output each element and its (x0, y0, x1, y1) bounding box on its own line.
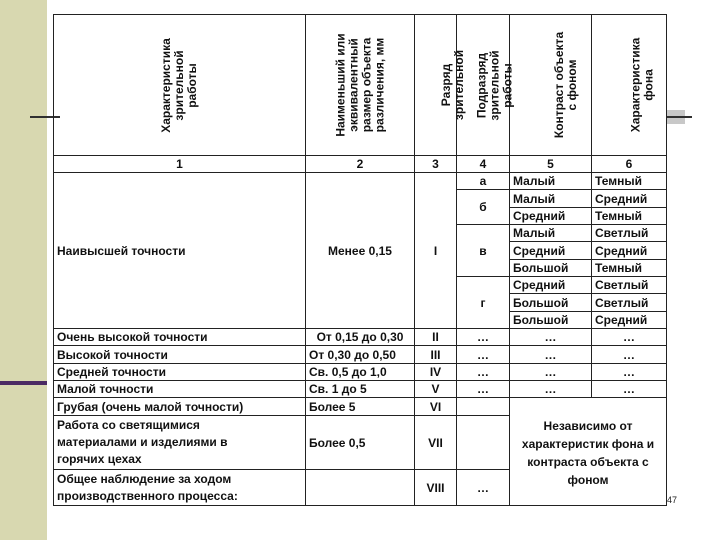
header-characteristic: Характеристика зрительной работы (54, 15, 306, 156)
header-contrast: Контраст объекта с фоном (510, 15, 592, 156)
cell-rank: IV (415, 363, 457, 380)
cell-background: … (592, 381, 667, 398)
cell-background: Светлый (592, 294, 667, 311)
cell-size-empty (306, 470, 415, 506)
sidebar-strip (0, 0, 47, 540)
cell-contrast: … (510, 346, 592, 363)
table-row (54, 329, 667, 346)
col-number: 1 (54, 156, 306, 173)
cell-background: Светлый (592, 225, 667, 242)
cell-contrast: Средний (510, 277, 592, 294)
cell-background: Средний (592, 242, 667, 259)
cell-background: Темный (592, 173, 667, 190)
cell-subrank: … (457, 381, 510, 398)
cell-characteristic: Средней точности (54, 363, 306, 380)
cell-size: Более 0,5 (306, 416, 415, 470)
cell-contrast: … (510, 363, 592, 380)
col-number: 4 (457, 156, 510, 173)
cell-background: Светлый (592, 277, 667, 294)
table-row (54, 398, 667, 416)
cell-subrank: б (457, 190, 510, 225)
cell-size: Св. 1 до 5 (306, 381, 415, 398)
cell-contrast: Средний (510, 207, 592, 224)
cell-characteristic: Наивысшей точности (54, 173, 306, 329)
cell-contrast: Большой (510, 259, 592, 276)
cell-size: От 0,30 до 0,50 (306, 346, 415, 363)
cell-size: Более 5 (306, 398, 415, 416)
cell-size: Св. 0,5 до 1,0 (306, 363, 415, 380)
cell-subrank: … (457, 363, 510, 380)
cell-characteristic: Общее наблюдение за ходом производственного процесса: (54, 470, 306, 506)
cell-background: Средний (592, 190, 667, 207)
cell-subrank: … (457, 329, 510, 346)
col-number: 2 (306, 156, 415, 173)
header-background: Характеристика фона (592, 15, 667, 156)
cell-characteristic: Работа со светящимися материалами и изделиями в горячих цехах (54, 416, 306, 470)
col-number: 6 (592, 156, 667, 173)
table-row (54, 346, 667, 363)
cell-contrast: Малый (510, 173, 592, 190)
cell-background: Средний (592, 311, 667, 328)
header-min-size: Наименьший или эквивалентный размер объекта различения, мм (306, 15, 415, 156)
cell-subrank-empty (457, 416, 510, 470)
table-row (54, 173, 667, 190)
cell-contrast: Малый (510, 190, 592, 207)
page-number: 47 (667, 495, 678, 505)
cell-contrast: … (510, 329, 592, 346)
cell-independent: Независимо от характеристик фона и контраста объекта с фоном (510, 398, 667, 506)
cell-characteristic: Грубая (очень малой точности) (54, 398, 306, 416)
cell-subrank: … (457, 346, 510, 363)
cell-rank: VIII (415, 470, 457, 506)
cell-background: … (592, 363, 667, 380)
cell-subrank-empty (457, 398, 510, 416)
cell-background: … (592, 329, 667, 346)
cell-contrast: Малый (510, 225, 592, 242)
col-number: 5 (510, 156, 592, 173)
cell-subrank: а (457, 173, 510, 190)
cell-rank: VI (415, 398, 457, 416)
cell-rank: I (415, 173, 457, 329)
cell-contrast: Большой (510, 311, 592, 328)
cell-background: Темный (592, 259, 667, 276)
cell-characteristic: Высокой точности (54, 346, 306, 363)
cell-contrast: … (510, 381, 592, 398)
col-number: 3 (415, 156, 457, 173)
table-row (54, 363, 667, 380)
cell-characteristic: Малой точности (54, 381, 306, 398)
cell-subrank: г (457, 277, 510, 329)
cell-rank: III (415, 346, 457, 363)
cell-background: Темный (592, 207, 667, 224)
cell-contrast: Большой (510, 294, 592, 311)
cell-subrank: … (457, 470, 510, 506)
cell-rank: V (415, 381, 457, 398)
table-row (54, 381, 667, 398)
lighting-norms-table (53, 14, 667, 506)
header-row (54, 15, 667, 156)
cell-characteristic: Очень высокой точности (54, 329, 306, 346)
cell-subrank: в (457, 225, 510, 277)
column-number-row (54, 156, 667, 173)
cell-rank: VII (415, 416, 457, 470)
cell-contrast: Средний (510, 242, 592, 259)
header-subrank: Подразряд зрительной работы (457, 15, 510, 156)
cell-rank: II (415, 329, 457, 346)
cell-size: Менее 0,15 (306, 173, 415, 329)
accent-bar (0, 381, 47, 385)
decor-rule-right (667, 116, 692, 118)
header-rank: Разряд зрительной (415, 15, 457, 156)
cell-background: … (592, 346, 667, 363)
cell-size: От 0,15 до 0,30 (306, 329, 415, 346)
